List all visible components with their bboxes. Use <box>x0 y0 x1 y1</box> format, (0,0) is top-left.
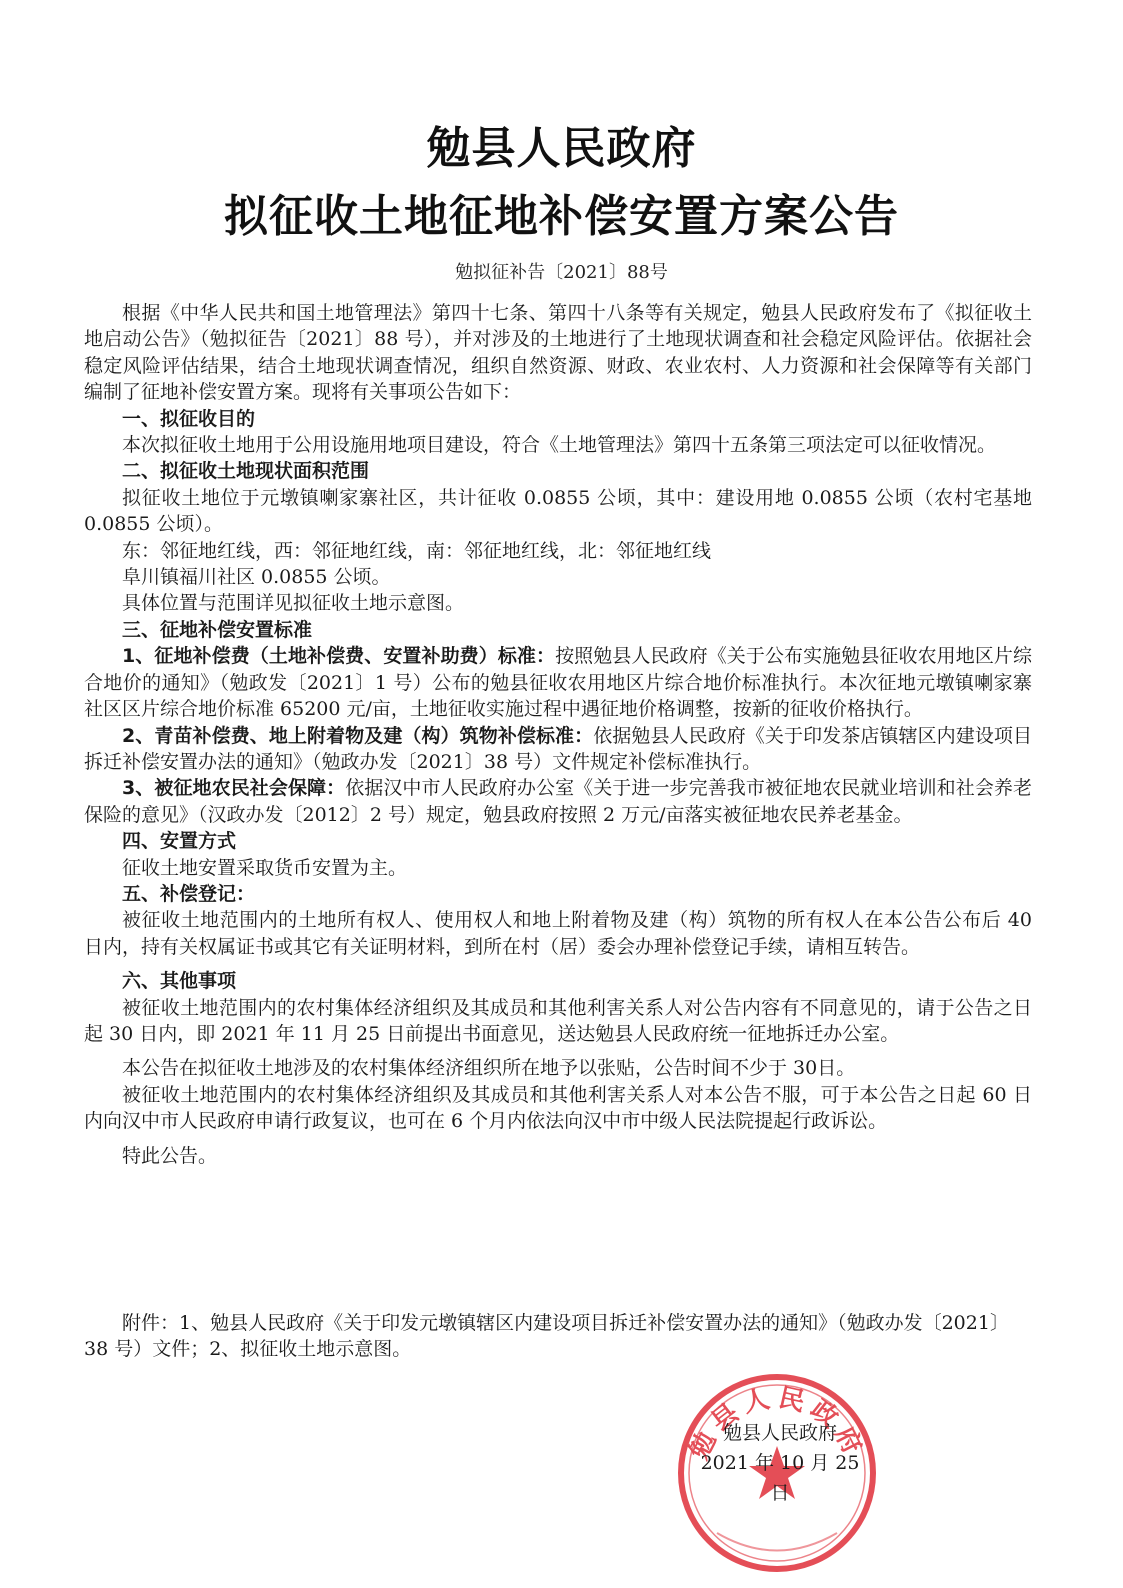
title-line-1: 勉县人民政府 <box>426 123 697 174</box>
closing-remark: 特此公告。 <box>122 1144 218 1167</box>
title-line-2: 拟征收土地征地补偿安置方案公告 <box>224 191 899 242</box>
section-text-area-3: 阜川镇福川社区 0.0855 公顷。 <box>122 566 391 589</box>
standard-item-2 <box>84 723 1032 776</box>
section-heading-area: 二、拟征收土地现状面积范围 <box>122 460 370 483</box>
section-heading-other: 六、其他事项 <box>122 970 237 993</box>
signature-org: 勉县人民政府 <box>722 1422 837 1444</box>
section-text-resettlement: 征收土地安置采取货币安置为主。 <box>122 856 408 879</box>
section-heading-standards: 三、征地补偿安置标准 <box>122 618 313 641</box>
notice-body <box>84 300 1032 1169</box>
standard-item-2-lead: 2、青苗补偿费、地上附着物及建（构）筑物补偿标准： <box>122 724 594 747</box>
section-heading-registration: 五、补偿登记： <box>122 882 256 905</box>
standard-item-3-text: 依据汉中市人民政府办公室《关于进一步完善我市被征地农民就业培训和社会养老保险的意见》（汉政办发〔2012〕2 号）规定，勉县政府按照 2 万元/亩落实被征地农民养老基金。 <box>84 777 1032 826</box>
section-text-registration: 被征收土地范围内的土地所有权人、使用权人和地上附着物及建（构）筑物的所有权人在本公告公布后 40 日内，持有关权属证书或其它有关证明材料，到所在村（居）委会办理补偿登记手续，请相互转告。 <box>84 909 1032 958</box>
section-text-other-1: 被征收土地范围内的农村集体经济组织及其成员和其他利害关系人对公告内容有不同意见的，请于公告之日起 30 日内，即 2021 年 11 月 25 日前提出书面意见，送达勉县人民政府统一征地拆迁办公室。 <box>84 996 1032 1045</box>
section-heading-resettlement: 四、安置方式 <box>122 830 237 853</box>
document-number: 勉拟征补告〔2021〕88号 <box>455 262 668 283</box>
signature-block <box>690 1418 870 1508</box>
section-text-area-4: 具体位置与范围详见拟征收土地示意图。 <box>122 592 465 615</box>
standard-item-2-text: 依据勉县人民政府《关于印发茶店镇辖区内建设项目拆迁补偿安置办法的通知》（勉政办发〔2021〕38 号）文件规定补偿标准执行。 <box>84 724 1032 773</box>
seal-text: 勉县人民政府 <box>684 1382 870 1465</box>
section-text-area-1: 拟征收土地位于元墩镇喇家寨社区，共计征收 0.0855 公顷，其中：建设用地 0.0855 公顷（农村宅基地 0.0855 公顷）。 <box>84 486 1032 536</box>
standard-item-1-text: 按照勉县人民政府《关于公布实施勉县征收农用地区片综合地价的通知》（勉政发〔2021〕1 号）公布的勉县征收农用地区片综合地价标准执行。本次征地元墩镇喇家寨社区区片综合地价标准 65200 元/亩，土地征收实施过程中遇征地价格调整，按新的征收价格执行。 <box>84 645 1032 721</box>
attachment-note <box>84 1310 1032 1363</box>
intro-paragraph: 根据《中华人民共和国土地管理法》第四十七条、第四十八条等有关规定，勉县人民政府发布了《拟征收土地启动公告》（勉拟征告〔2021〕88 号），并对涉及的土地进行了土地现状调查和社会稳定风险评估。依据社会稳定风险评估结果，结合土地现状调查情况，组织自然资源、财政、农业农村、人力资源和社会保障等有关部门编制了征地补偿安置方案。现将有关事项公告如下： <box>84 302 1032 404</box>
section-text-other-3: 被征收土地范围内的农村集体经济组织及其成员和其他利害关系人对本公告不服，可于本公告之日起 60 日内向汉中市人民政府申请行政复议，也可在 6 个月内依法向汉中市中级人民法院提起行政诉讼。 <box>84 1083 1032 1133</box>
section-text-other-2: 本公告在拟征收土地涉及的农村集体经济组织所在地予以张贴，公告时间不少于 30日。 <box>122 1057 856 1080</box>
section-text-area-2: 东：邻征地红线，西：邻征地红线，南：邻征地红线，北：邻征地红线 <box>122 539 712 562</box>
standard-item-1 <box>84 643 1032 722</box>
standard-item-1-lead: 1、征地补偿费（土地补偿费、安置补助费）标准： <box>122 645 556 668</box>
standard-item-3 <box>84 775 1032 828</box>
section-text-purpose: 本次拟征收土地用于公用设施用地项目建设，符合《土地管理法》第四十五条第三项法定可以征收情况。 <box>122 434 997 457</box>
attachment-text: 附件：1、勉县人民政府《关于印发元墩镇辖区内建设项目拆迁补偿安置办法的通知》（勉政办发〔2021〕38 号）文件；2、拟征收土地示意图。 <box>84 1312 1009 1361</box>
signature-date: 2021 年 10 月 25 日 <box>700 1452 860 1504</box>
section-heading-purpose: 一、拟征收目的 <box>122 407 256 430</box>
standard-item-3-lead: 3、被征地农民社会保障： <box>122 777 346 800</box>
